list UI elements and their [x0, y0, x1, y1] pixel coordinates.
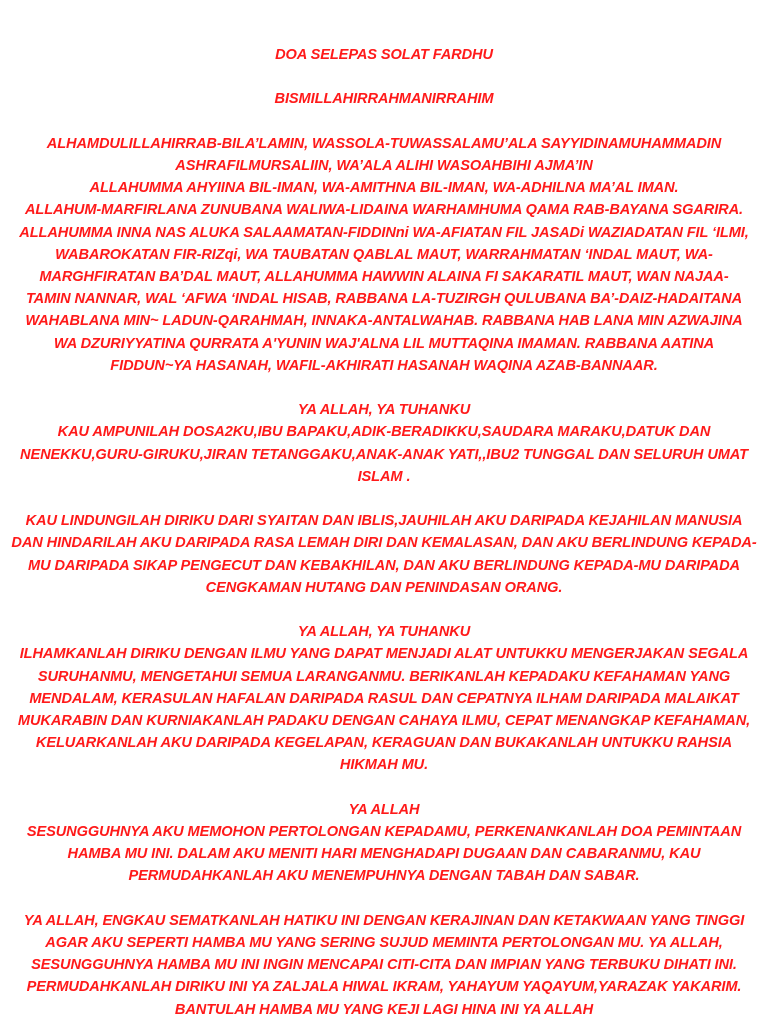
paragraph-line: YA ALLAH, ENGKAU SEMATKANLAH HATIKU INI DENGAN KERAJINAN DAN KETAKWAAN YANG TINGGI: [23, 912, 745, 929]
spacer: [2, 66, 766, 88]
paragraph-line: BANTULAH HAMBA MU YANG KEJI LAGI HINA INI YA ALLAH: [174, 1001, 594, 1018]
spacer: [2, 377, 766, 399]
paragraph-line: MU DARIPADA SIKAP PENGECUT DAN KEBAKHILAN, DAN AKU BERLINDUNG KEPADA-MU DARIPADA: [28, 557, 740, 574]
paragraph-line: SURUHANMU, MENGETAHUI SEMUA LARANGANMU. BERIKANLAH KEPADAKU KEFAHAMAN YANG: [37, 668, 731, 685]
paragraph-line: FIDDUN~YA HASANAH, WAFIL-AKHIRATI HASANAH WAQINA AZAB-BANNAAR.: [110, 357, 658, 374]
paragraph-line: SESUNGGUHNYA HAMBA MU INI INGIN MENCAPAI CITI-CITA DAN IMPIAN YANG TERBUKU DIHATI INI.: [31, 957, 737, 974]
paragraph-heading: YA ALLAH: [348, 801, 420, 818]
paragraph-line: ALLAHUM-MARFIRLANA ZUNUBANA WALIWA-LIDAINA WARHAMHUMA QAMA RAB-BAYANA SGARIRA.: [24, 202, 743, 219]
spacer: [2, 888, 766, 910]
paragraph-line: HAMBA MU INI. DALAM AKU MENITI HARI MENGHADAPI DUGAAN DAN CABARANMU, KAU: [67, 846, 701, 863]
spacer: [2, 111, 766, 133]
paragraph-line: ALLAHUMMA INNA NAS ALUKA SALAAMATAN-FIDDINni WA-AFIATAN FIL JASADi WAZIADATAN FIL ‘ILMI,: [19, 224, 749, 241]
paragraph-line: ISLAM .: [357, 468, 411, 485]
paragraph-line: HIKMAH MU.: [339, 757, 429, 774]
paragraph-line: WAHABLANA MIN~ LADUN-QARAHMAH, INNAKA-ANTALWAHAB. RABBANA HAB LANA MIN AZWAJINA: [25, 313, 743, 330]
paragraph-line: MARGHFIRATAN BA’DAL MAUT, ALLAHUMMA HAWWIN ALAINA FI SAKARATIL MAUT, WAN NAJAA-: [39, 269, 729, 285]
document-title: DOA SELEPAS SOLAT FARDHU: [275, 47, 493, 63]
paragraph-line: MENDALAM, KERASULAN HAFALAN DARIPADA RASUL DAN CEPATNYA ILHAM DARIPADA MALAIKAT: [29, 690, 739, 707]
paragraph-line: MUKARABIN DAN KURNIAKANLAH PADAKU DENGAN CAHAYA ILMU, CEPAT MENANGKAP KEFAHAMAN,: [17, 713, 751, 730]
paragraph-line: ALLAHUMMA AHYIINA BIL-IMAN, WA-AMITHNA BIL-IMAN, WA-ADHILNA MA’AL IMAN.: [89, 180, 679, 197]
paragraph-opening-prayer: [2, 133, 766, 377]
spacer: [2, 599, 766, 621]
paragraph-knowledge: [2, 621, 766, 776]
spacer: [2, 488, 766, 510]
paragraph-line: SESUNGGUHNYA AKU MEMOHON PERTOLONGAN KEPADAMU, PERKENANKANLAH DOA PEMINTAAN: [26, 824, 742, 841]
paragraph-line: AGAR AKU SEPERTI HAMBA MU YANG SERING SUJUD MEMINTA PERTOLONGAN MU. YA ALLAH,: [45, 935, 723, 952]
paragraph-line: KELUARKANLAH AKU DARIPADA KEGELAPAN, KERAGUAN DAN BUKAKANLAH UNTUKKU RAHSIA: [35, 735, 733, 752]
paragraph-line: CENGKAMAN HUTANG DAN PENINDASAN ORANG.: [205, 579, 563, 596]
paragraph-heading: YA ALLAH, YA TUHANKU: [297, 624, 471, 641]
paragraph-line: WABAROKATAN FIR-RIZqi, WA TAUBATAN QABLAL MAUT, WARRAHMATAN ‘INDAL MAUT, WA-: [55, 246, 713, 263]
paragraph-line: WA DZURIYYATINA QURRATA A'YUNIN WAJ'ALNA LIL MUTTAQINA IMAMAN. RABBANA AATINA: [53, 335, 715, 352]
paragraph-line: KAU LINDUNGILAH DIRIKU DARI SYAITAN DAN IBLIS,JAUHILAH AKU DARIPADA KEJAHILAN MANUSIA: [25, 513, 743, 530]
paragraph-heading: YA ALLAH, YA TUHANKU: [297, 402, 471, 419]
paragraph-line: PERMUDAHKANLAH AKU MENEMPUHNYA DENGAN TABAH DAN SABAR.: [128, 868, 640, 885]
paragraph-line: DAN HINDARILAH AKU DARIPADA RASA LEMAH DIRI DAN KEMALASAN, DAN AKU BERLINDUNG KEPADA-: [11, 535, 757, 552]
paragraph-line: ILHAMKANLAH DIRIKU DENGAN ILMU YANG DAPAT MENJADI ALAT UNTUKKU MENGERJAKAN SEGALA: [19, 646, 749, 663]
spacer: [2, 777, 766, 799]
paragraph-closing: [2, 910, 766, 1021]
paragraph-line: PERMUDAHKANLAH DIRIKU INI YA ZALJALA HIWAL IKRAM, YAHAYUM YAQAYUM,YARAZAK YAKARIM.: [26, 979, 742, 996]
paragraph-line: ASHRAFILMURSALIIN, WA’ALA ALIHI WASOAHBIHI AJMA’IN: [175, 157, 593, 174]
paragraph-help: [2, 799, 766, 888]
paragraph-line: KAU AMPUNILAH DOSA2KU,IBU BAPAKU,ADIK-BERADIKKU,SAUDARA MARAKU,DATUK DAN: [57, 424, 711, 441]
paragraph-protection: [2, 510, 766, 599]
paragraph-forgiveness: [2, 399, 766, 488]
paragraph-line: ALHAMDULILLAHIRRAB-BILA’LAMIN, WASSOLA-TUWASSALAMU’ALA SAYYIDINAMUHAMMADIN: [46, 135, 722, 152]
paragraph-line: NENEKKU,GURU-GIRUKU,JIRAN TETANGGAKU,ANAK-ANAK YATI,,IBU2 TUNGGAL DAN SELURUH UMAT: [20, 446, 748, 463]
paragraph-line: TAMIN NANNAR, WAL ‘AFWA ‘INDAL HISAB, RABBANA LA-TUZIRGH QULUBANA BA’-DAIZ-HADAITANA: [25, 291, 743, 308]
basmalah-heading: BISMILLAHIRRAHMANIRRAHIM: [274, 91, 494, 108]
